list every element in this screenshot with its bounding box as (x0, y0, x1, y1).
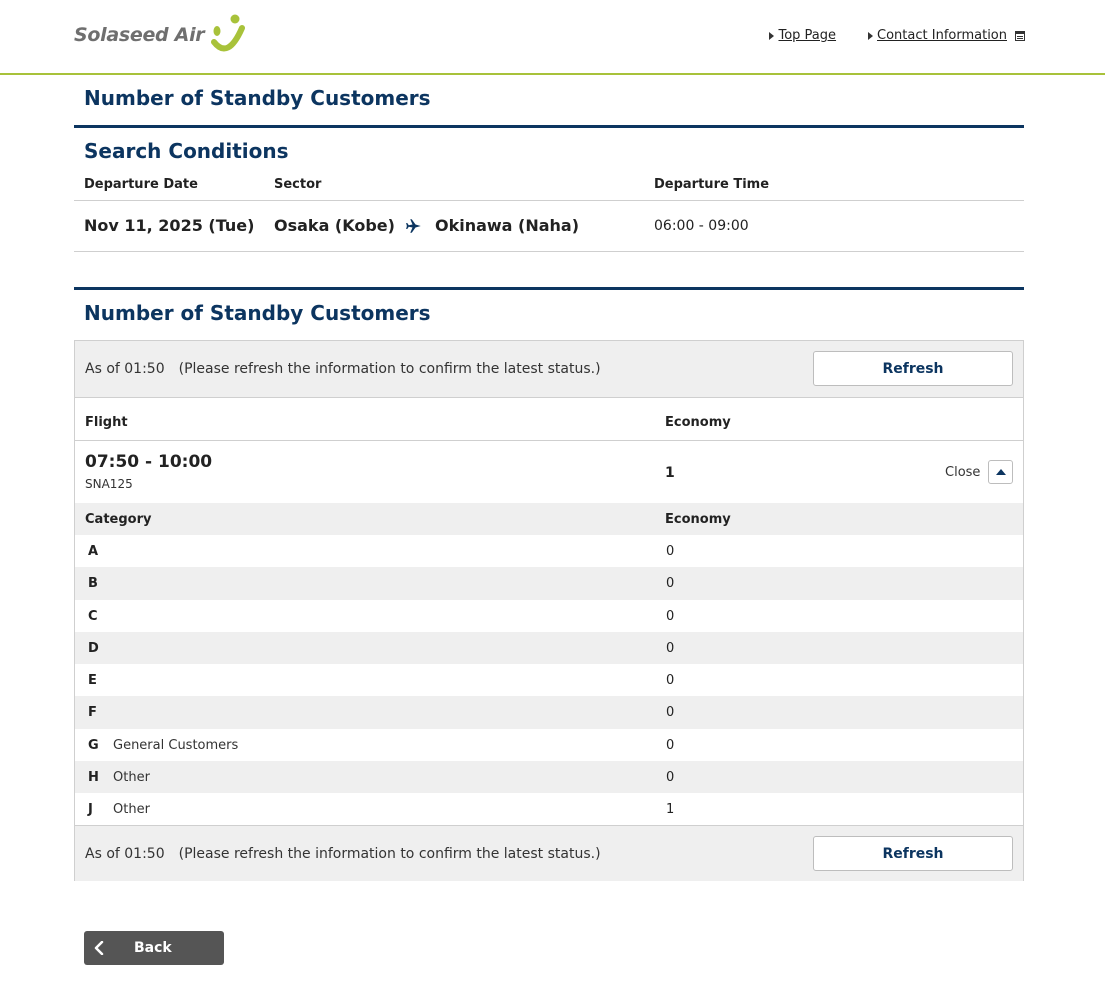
airplane-icon (405, 217, 423, 235)
category-value: 0 (666, 673, 675, 689)
chevron-left-icon (94, 941, 104, 955)
category-letter: B (88, 576, 98, 592)
table-header (75, 397, 1023, 441)
category-row (75, 793, 1023, 825)
close-toggle-label[interactable]: Close (945, 465, 981, 480)
category-value: 1 (666, 802, 675, 818)
category-letter: H (88, 770, 99, 786)
category-value: 0 (666, 705, 675, 721)
flight-time: 07:50 - 10:00 (85, 452, 213, 472)
category-value: 0 (666, 544, 675, 559)
category-value: 0 (666, 737, 675, 753)
origin-airport: Osaka (Kobe) (274, 216, 395, 235)
category-list (75, 535, 1023, 826)
category-letter: E (88, 673, 97, 689)
departure-time-value: 06:00 - 09:00 (654, 218, 749, 234)
sector-header: Sector (274, 177, 322, 192)
refresh-note: (Please refresh the information to confirm the latest status.) (178, 361, 601, 377)
category-value: 0 (666, 770, 675, 786)
category-row (75, 664, 1023, 696)
as-of-time: As of 01:50 (85, 846, 165, 862)
category-description: General Customers (113, 737, 239, 753)
economy-column-header: Economy (665, 415, 731, 430)
as-of-text (85, 361, 601, 377)
external-window-icon (1015, 31, 1025, 41)
flight-column-header: Flight (85, 415, 128, 430)
category-letter: C (88, 608, 98, 624)
section-divider (74, 125, 1024, 128)
sector-value (274, 216, 579, 235)
category-row (75, 600, 1023, 632)
flight-row (75, 441, 1023, 503)
category-letter: G (88, 737, 99, 753)
top-page-link[interactable] (769, 28, 836, 43)
conditions-divider (74, 200, 1024, 201)
category-letter: J (88, 802, 93, 818)
category-economy-column-header: Economy (665, 512, 731, 527)
category-row (75, 729, 1023, 761)
caret-up-icon (996, 469, 1006, 475)
section-divider (74, 287, 1024, 290)
category-row (75, 632, 1023, 664)
top-page-link-label: Top Page (778, 28, 837, 43)
standby-section-title: Number of Standby Customers (84, 301, 431, 325)
category-description: Other (113, 770, 150, 786)
category-letter: D (88, 640, 99, 656)
back-button[interactable] (84, 931, 224, 965)
category-column-header: Category (85, 512, 152, 527)
category-value: 0 (666, 576, 675, 592)
refresh-button[interactable]: Refresh (813, 351, 1013, 386)
destination-airport: Okinawa (Naha) (434, 216, 580, 235)
conditions-divider (74, 251, 1024, 252)
back-button-label: Back (134, 940, 172, 956)
page-title: Number of Standby Customers (84, 86, 431, 110)
logo-text: Solaseed Air (74, 24, 205, 46)
refresh-note: (Please refresh the information to confirm the latest status.) (178, 846, 601, 862)
header-links (769, 28, 1025, 43)
site-header (0, 0, 1105, 75)
category-row (75, 761, 1023, 793)
search-conditions-title: Search Conditions (84, 139, 289, 163)
standby-table (74, 340, 1024, 881)
category-value: 0 (666, 608, 675, 624)
collapse-button[interactable] (988, 460, 1013, 484)
category-letter: A (88, 544, 99, 559)
as-of-time: As of 01:50 (85, 361, 165, 377)
status-bar-top (75, 341, 1023, 397)
departure-time-header: Departure Time (654, 177, 770, 192)
departure-date-value: Nov 11, 2025 (Tue) (84, 216, 255, 235)
status-bar-bottom (75, 825, 1023, 881)
solaseed-logo[interactable] (74, 14, 246, 56)
category-row (75, 696, 1023, 728)
contact-information-link[interactable] (868, 28, 1025, 43)
refresh-button[interactable]: Refresh (813, 836, 1013, 871)
category-value: 0 (666, 640, 675, 656)
as-of-text (85, 846, 601, 862)
category-row (75, 535, 1023, 567)
departure-date-header: Departure Date (84, 177, 198, 192)
contact-information-link-label: Contact Information (877, 28, 1007, 43)
flight-number: SNA125 (85, 477, 133, 491)
flight-economy-count: 1 (665, 465, 675, 481)
category-row (75, 567, 1023, 599)
category-description: Other (113, 802, 150, 818)
logo-smile-icon (210, 14, 246, 56)
triangle-right-icon (868, 32, 873, 40)
category-header (75, 503, 1023, 535)
category-letter: F (88, 705, 97, 721)
triangle-right-icon (769, 32, 774, 40)
